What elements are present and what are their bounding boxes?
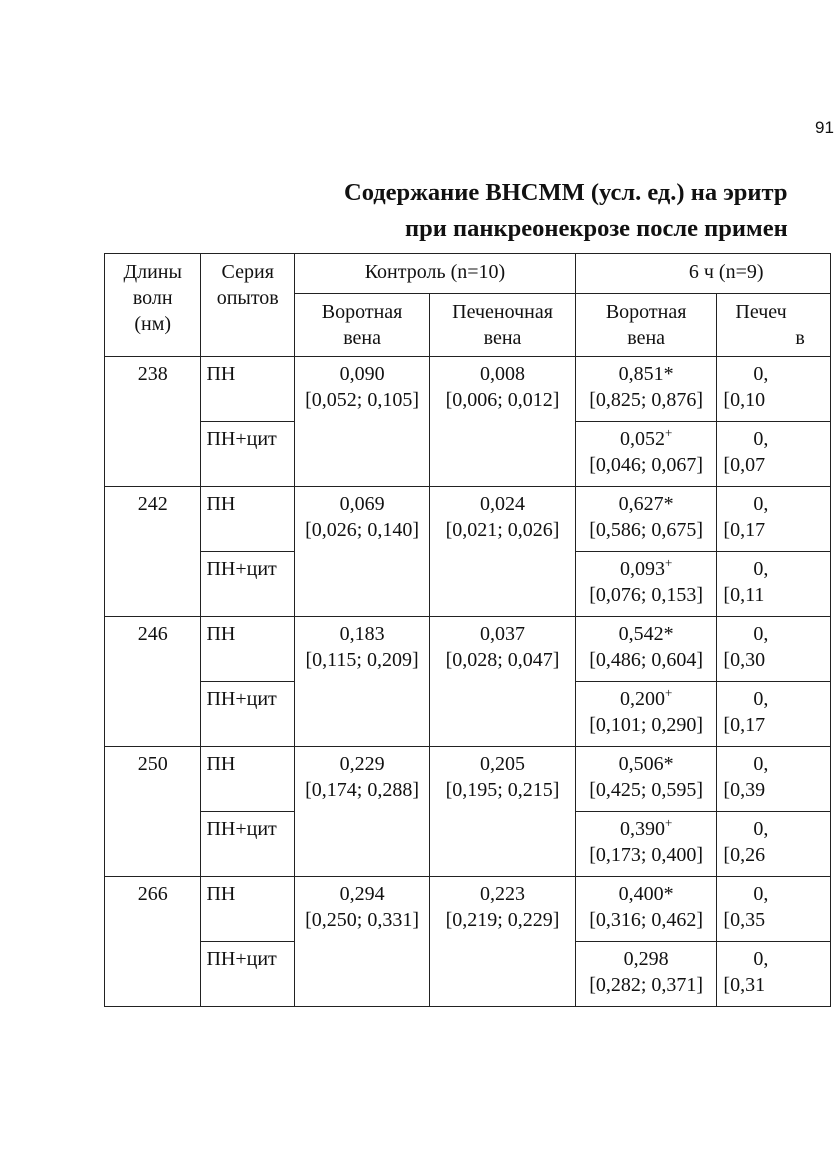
series-cell-pn: ПН bbox=[201, 357, 295, 422]
cit-h6-portal-cell: 0,200+ [0,101; 0,290] bbox=[575, 682, 717, 747]
pn-h6-portal-cell: 0,627* [0,586; 0,675] bbox=[575, 487, 717, 552]
significance-mark: + bbox=[664, 425, 673, 440]
series-cell-pn-cit: ПН+цит bbox=[201, 942, 295, 1007]
h6-header: 6 ч (n=9) bbox=[575, 254, 830, 294]
wavelength-cell: 250 bbox=[105, 747, 201, 877]
control-portal-cell: 0,183 [0,115; 0,209] bbox=[295, 617, 430, 747]
data-table bbox=[104, 253, 831, 1007]
series-cell-pn: ПН bbox=[201, 617, 295, 682]
table-row bbox=[105, 357, 831, 422]
cit-h6-hepatic-cell: 0, [0,07 bbox=[717, 422, 831, 487]
table-title-line2: при панкреонекрозе после примен bbox=[405, 215, 788, 242]
control-hepatic-cell: 0,037 [0,028; 0,047] bbox=[430, 617, 576, 747]
cit-h6-portal-cell: 0,390+ [0,173; 0,400] bbox=[575, 812, 717, 877]
series-header: Серия опытов bbox=[201, 254, 295, 357]
wavelength-cell: 238 bbox=[105, 357, 201, 487]
pn-h6-hepatic-cell: 0, [0,10 bbox=[717, 357, 831, 422]
pn-h6-hepatic-cell: 0, [0,17 bbox=[717, 487, 831, 552]
table-row bbox=[105, 877, 831, 942]
table-row bbox=[105, 747, 831, 812]
pn-h6-portal-cell: 0,506* [0,425; 0,595] bbox=[575, 747, 717, 812]
cit-h6-portal-cell: 0,093+ [0,076; 0,153] bbox=[575, 552, 717, 617]
pn-h6-portal-cell: 0,542* [0,486; 0,604] bbox=[575, 617, 717, 682]
pn-h6-portal-cell: 0,851* [0,825; 0,876] bbox=[575, 357, 717, 422]
series-cell-pn: ПН bbox=[201, 487, 295, 552]
pn-h6-hepatic-cell: 0, [0,30 bbox=[717, 617, 831, 682]
control-portal-cell: 0,090 [0,052; 0,105] bbox=[295, 357, 430, 487]
control-portal-vein-header: Воротная вена bbox=[295, 294, 430, 357]
control-header: Контроль (n=10) bbox=[295, 254, 576, 294]
control-hepatic-cell: 0,024 [0,021; 0,026] bbox=[430, 487, 576, 617]
wavelength-cell: 266 bbox=[105, 877, 201, 1007]
control-hepatic-cell: 0,223 [0,219; 0,229] bbox=[430, 877, 576, 1007]
wavelength-cell: 246 bbox=[105, 617, 201, 747]
cit-h6-portal-cell: 0,052+ [0,046; 0,067] bbox=[575, 422, 717, 487]
series-cell-pn-cit: ПН+цит bbox=[201, 682, 295, 747]
wavelength-header: Длины волн (нм) bbox=[105, 254, 201, 357]
series-cell-pn-cit: ПН+цит bbox=[201, 812, 295, 877]
h6-portal-vein-header: Воротная вена bbox=[575, 294, 717, 357]
significance-mark: + bbox=[664, 815, 673, 830]
cit-h6-hepatic-cell: 0, [0,26 bbox=[717, 812, 831, 877]
cit-h6-portal-cell: 0,298 [0,282; 0,371] bbox=[575, 942, 717, 1007]
wavelength-cell: 242 bbox=[105, 487, 201, 617]
table-row bbox=[105, 487, 831, 552]
control-portal-cell: 0,294 [0,250; 0,331] bbox=[295, 877, 430, 1007]
table-row bbox=[105, 617, 831, 682]
significance-mark: + bbox=[664, 555, 673, 570]
series-cell-pn: ПН bbox=[201, 747, 295, 812]
control-portal-cell: 0,069 [0,026; 0,140] bbox=[295, 487, 430, 617]
series-cell-pn-cit: ПН+цит bbox=[201, 422, 295, 487]
control-hepatic-cell: 0,008 [0,006; 0,012] bbox=[430, 357, 576, 487]
control-hepatic-cell: 0,205 [0,195; 0,215] bbox=[430, 747, 576, 877]
significance-mark: + bbox=[664, 685, 673, 700]
pn-h6-hepatic-cell: 0, [0,35 bbox=[717, 877, 831, 942]
control-portal-cell: 0,229 [0,174; 0,288] bbox=[295, 747, 430, 877]
cit-h6-hepatic-cell: 0, [0,11 bbox=[717, 552, 831, 617]
pn-h6-hepatic-cell: 0, [0,39 bbox=[717, 747, 831, 812]
cit-h6-hepatic-cell: 0, [0,17 bbox=[717, 682, 831, 747]
page-number: 91 bbox=[815, 118, 834, 137]
series-cell-pn-cit: ПН+цит bbox=[201, 552, 295, 617]
table-title-line1: Содержание ВНСММ (усл. ед.) на эритр bbox=[344, 179, 788, 206]
series-cell-pn: ПН bbox=[201, 877, 295, 942]
cit-h6-hepatic-cell: 0, [0,31 bbox=[717, 942, 831, 1007]
h6-hepatic-vein-header: Печеч в bbox=[717, 294, 831, 357]
control-hepatic-vein-header: Печеночная вена bbox=[430, 294, 576, 357]
pn-h6-portal-cell: 0,400* [0,316; 0,462] bbox=[575, 877, 717, 942]
